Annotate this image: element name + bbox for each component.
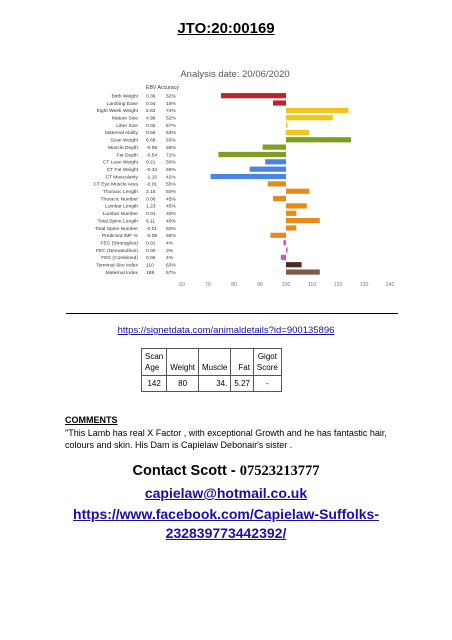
trait-label: CT Lean Weight — [102, 160, 138, 166]
bar — [286, 203, 307, 208]
bar — [286, 115, 333, 120]
x-tick-label: 110 — [307, 281, 317, 288]
accuracy-value: 57% — [166, 123, 176, 129]
ebv-value: 0.21 — [146, 160, 156, 166]
accuracy-value: 63% — [166, 263, 176, 269]
accuracy-value: 65% — [166, 145, 176, 151]
x-tick-label: 140 — [385, 281, 395, 288]
bar — [281, 255, 286, 260]
trait-label: Lumbar Number — [102, 212, 138, 218]
bar — [286, 218, 320, 223]
ebv-value: 0.02 — [146, 123, 156, 129]
ebv-value: 0.01 — [146, 241, 156, 247]
divider — [66, 313, 398, 314]
x-tick-label: 120 — [333, 281, 343, 288]
accuracy-value: 18% — [166, 101, 176, 107]
ebv-chart — [60, 62, 400, 297]
bar — [273, 196, 286, 201]
bar — [283, 240, 286, 245]
accuracy-value: 65% — [166, 167, 176, 173]
bar — [286, 122, 288, 127]
accuracy-value: 4% — [166, 256, 174, 262]
accuracy-value: 55% — [166, 234, 176, 240]
accuracy-value: 63% — [166, 131, 176, 137]
bar — [286, 189, 309, 194]
comments-text: "This Lamb has real X Factor , with exceptional Growth and he has fantastic hair, colours and skin. His Dam is Capielaw Debonair's sister . — [65, 428, 387, 450]
header-line: Score — [256, 363, 278, 372]
ebv-value: -0.99 — [146, 145, 158, 151]
accuracy-value: 72% — [166, 153, 176, 159]
chart-title: Analysis date: 20/06/2020 — [180, 69, 290, 80]
ebv-value: 6.11 — [146, 219, 156, 225]
trait-label: Total Spine Length — [97, 219, 138, 225]
bar — [286, 108, 348, 113]
bar — [211, 174, 286, 179]
bar — [286, 262, 302, 267]
bar — [263, 145, 286, 150]
cell-muscle: 34. — [199, 376, 231, 392]
ebv-value: 110 — [146, 263, 154, 269]
trait-label: Fat Depth — [116, 153, 138, 159]
bar — [218, 152, 286, 157]
header-fat — [231, 349, 254, 376]
bar — [268, 181, 286, 186]
x-tick-label: 80 — [231, 281, 237, 288]
trait-label: FEC (Nematodirus) — [95, 248, 138, 254]
bar — [270, 233, 286, 238]
cell-gigot-score: - — [253, 376, 281, 392]
trait-label: Litter Size — [116, 123, 138, 129]
ebv-value: 0.04 — [146, 101, 156, 107]
ebv-value: 0.00 — [146, 248, 156, 254]
contact-phone[interactable]: 07523213777 — [239, 463, 320, 479]
comments-heading: COMMENTS — [65, 415, 118, 425]
table-header-row — [142, 349, 282, 376]
x-tick-label: 100 — [281, 281, 291, 288]
table-row — [142, 376, 282, 392]
ebv-value: -0.54 — [146, 153, 158, 159]
ebv-value: -0.01 — [146, 226, 158, 232]
ebv-value: 6.68 — [146, 138, 156, 144]
cell-weight: 80 — [167, 376, 199, 392]
accuracy-value: 52% — [166, 116, 176, 122]
accuracy-value: 33% — [166, 212, 176, 218]
ebv-value: -1.15 — [146, 175, 158, 181]
page-title: JTO:20:00169 — [177, 20, 275, 37]
ebv-value: 2.16 — [146, 190, 156, 196]
header-scan-age — [142, 349, 167, 376]
trait-label: Predicted IMF % — [101, 234, 138, 240]
bar — [286, 211, 296, 216]
ebv-value: 0.36 — [146, 94, 156, 100]
header-line: Fat — [238, 363, 250, 372]
contact-line — [0, 463, 452, 480]
bar — [286, 130, 309, 135]
x-tick-label: 130 — [359, 281, 369, 288]
signet-link[interactable]: https://signetdata.com/animaldetails?id=900135896 — [117, 325, 335, 336]
bar — [286, 225, 296, 230]
header-weight — [167, 349, 199, 376]
trait-label: CT Eye Muscle Area — [93, 182, 138, 188]
header-muscle — [199, 349, 231, 376]
contact-label: Contact Scott - — [132, 463, 240, 479]
trait-label: Scan Weight — [110, 138, 138, 144]
trait-label: CT Muscularity — [105, 175, 138, 181]
trait-label: Maternal Ability — [104, 131, 138, 137]
accuracy-value: 52% — [166, 94, 176, 100]
bar — [221, 93, 286, 98]
trait-label: FEC (Combined) — [101, 256, 138, 262]
trait-label: Muscle Depth — [108, 145, 138, 151]
x-tick-label: 90 — [257, 281, 263, 288]
accuracy-value: 45% — [166, 204, 176, 210]
ebv-value: 0.02 — [146, 256, 156, 262]
email-link[interactable]: capielaw@hotmail.co.uk — [144, 485, 308, 501]
accuracy-value: 50% — [166, 160, 176, 166]
trait-label: Lambing Ease — [106, 101, 138, 107]
accuracy-value: 55% — [166, 182, 176, 188]
trait-label: Lumbar Length — [105, 204, 138, 210]
accuracy-value: 63% — [166, 138, 176, 144]
ebv-value: 0.56 — [146, 131, 156, 137]
bar — [286, 247, 288, 252]
accuracy-value: 42% — [166, 175, 176, 181]
x-tick-label: 60 — [179, 281, 185, 288]
trait-label: Thoracic Number — [100, 197, 138, 203]
trait-label: Total Spine Number — [95, 226, 138, 232]
cell-scan-age: 142 — [142, 376, 167, 392]
ebv-value: -0.34 — [146, 167, 158, 173]
bar — [286, 137, 351, 142]
accuracy-value: 4% — [166, 241, 174, 247]
header-line: Gigot — [257, 352, 277, 361]
header-gigot-score — [253, 349, 281, 376]
accuracy-value: 50% — [166, 190, 176, 196]
ebv-value: 4.98 — [146, 116, 156, 122]
trait-label: Maternal Index — [105, 270, 138, 276]
bar — [265, 159, 286, 164]
facebook-link-line1[interactable]: https://www.facebook.com/Capielaw-Suffolks- — [73, 506, 379, 522]
accuracy-value: 3% — [166, 248, 174, 254]
accuracy-value: 57% — [166, 270, 176, 276]
trait-label: FEC (Strongyles) — [100, 241, 138, 247]
header-line: Muscle — [202, 363, 228, 372]
trait-label: Terminal Sire Index — [96, 263, 138, 269]
ebv-value: 0.06 — [146, 197, 156, 203]
trait-label: Mature Size — [111, 116, 138, 122]
scan-stats-table — [141, 348, 282, 392]
ebv-value: 2.63 — [146, 109, 156, 115]
header-line: Weight — [170, 363, 195, 372]
bar — [286, 269, 320, 274]
accuracy-value: 45% — [166, 197, 176, 203]
x-tick-label: 70 — [205, 281, 211, 288]
chart-column-header: EBV Accuracy — [146, 85, 179, 91]
trait-label: Birth Weight — [111, 94, 138, 100]
facebook-link[interactable] — [0, 505, 452, 543]
ebv-value: 188 — [146, 270, 155, 276]
trait-label: CT Fat Weight — [106, 167, 138, 173]
facebook-link-line2[interactable]: 232839773442392/ — [165, 525, 287, 541]
ebv-value: -0.08 — [146, 234, 158, 240]
ebv-value: -0.01 — [146, 182, 158, 188]
accuracy-value: 50% — [166, 226, 176, 232]
cell-fat: 5.27 — [231, 376, 254, 392]
trait-label: Thoracic Length — [102, 190, 138, 196]
trait-label: Eight Week Weight — [96, 109, 138, 115]
bar — [250, 167, 286, 172]
header-line: Age — [145, 363, 160, 372]
header-line: Scan — [145, 352, 164, 361]
ebv-bar-chart — [60, 62, 400, 297]
accuracy-value: 74% — [166, 109, 176, 115]
bar — [273, 100, 286, 105]
ebv-value: 1.23 — [146, 204, 156, 210]
accuracy-value: 40% — [166, 219, 176, 225]
ebv-value: 0.01 — [146, 212, 156, 218]
